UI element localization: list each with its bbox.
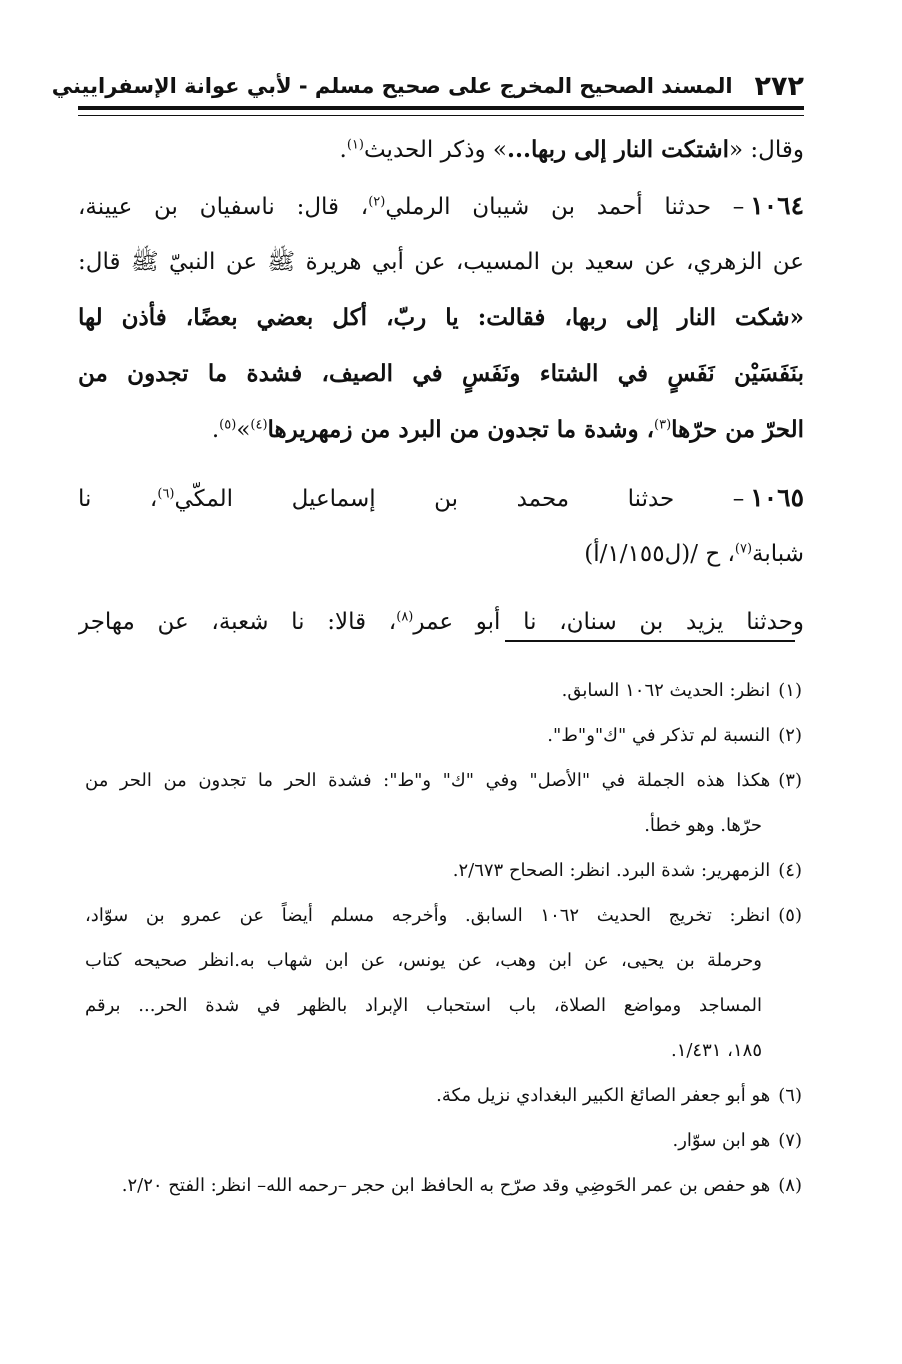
footnote-5-continued: ١٨٥، ١/٤٣١. — [670, 1040, 762, 1061]
text-line-2: ١٠٦٤– حدثنا أحمد بن شيبان الرملي$^{(٢)}$، قال: ناسفيان بن عيينة، — [78, 191, 804, 220]
text-line-3: عن الزهري، عن سعيد بن المسيب، عن أبي هريرة ﷺ عن النبيّ ﷺ قال: — [78, 249, 804, 275]
footnote-3-continued: حرّها. وهو خطأ. — [644, 815, 762, 836]
footnote-ref: (٢) — [368, 194, 386, 210]
footnote-ref: (٨) — [396, 609, 414, 625]
footnote-ref: (١) — [346, 137, 364, 153]
footnote-7: (٧)هو ابن سوّار. — [672, 1130, 802, 1151]
footnotes — [85, 668, 802, 1208]
page-header — [51, 66, 804, 106]
text-line-7: ١٠٦٥– حدثنا محمد بن إسماعيل المكّي$^{(٦)}$، نا — [78, 483, 804, 512]
header-rule-thick — [78, 106, 804, 110]
footnote-ref: (٧) — [734, 541, 753, 557]
footnote-4: (٤)الزمهرير: شدة البرد. انظر: الصحاح ٢/٦٧٣. — [452, 860, 802, 881]
text-line-4: «شكت النار إلى ربها، فقالت: يا ربّ، أكل بعضي بعضًا، فأذن لها — [78, 304, 804, 331]
page-number: ٢٧٢ — [754, 70, 804, 102]
text-line-9: وحدثنا يزيد بن سنان، نا أبو عمر$^{(٨)}$، قالا: نا شعبة، عن مهاجر — [78, 609, 804, 635]
footnote-1: (١)انظر: الحديث ١٠٦٢ السابق. — [561, 680, 802, 701]
footnote-3: (٣)هكذا هذه الجملة في "الأصل" وفي "ك" و"ط": فشدة الحر ما تجدون من الحر من — [85, 770, 802, 791]
footnote-8: (٨)هو حفص بن عمر الحَوضِي وقد صرّح به الحافظ ابن حجر –رحمه الله– انظر: الفتح ٢/٢٠. — [121, 1175, 802, 1196]
main-text — [78, 122, 804, 650]
running-title: المسند الصحيح المخرج على صحيح مسلم - لأبي عوانة الإسفراييني — [51, 74, 733, 98]
footnote-5-continued: المساجد ومواضع الصلاة، باب استحباب الإبراد بالظهر في شدة الحر... برقم — [85, 995, 762, 1016]
footnote-2: (٢)النسبة لم تذكر في "ك"و"ط". — [547, 725, 802, 746]
hadith-number: ١٠٦٥ — [750, 483, 804, 512]
text-line-8: شبابة$^{(٧)}$، ح /(ل١/١٥٥/أ) — [584, 541, 804, 567]
hadith-number: ١٠٦٤ — [750, 191, 804, 220]
footnote-ref: (٦) — [157, 486, 175, 502]
text-line-5: بنَفَسَيْن نَفَسٍ في الشتاء ونَفَسٍ في الصيف، فشدة ما تجدون من — [78, 360, 804, 387]
footnote-ref: (٤) — [250, 417, 268, 433]
footnote-ref: (٥) — [219, 417, 237, 433]
text-line-1: وقال: «اشتكت النار إلى ربها...» وذكر الحديث$^{(١)}$. — [339, 136, 804, 163]
footnote-separator — [505, 640, 795, 642]
header-rule-thin — [78, 115, 804, 116]
text-line-6: الحرّ من حرّها$^{(٣)}$، وشدة ما تجدون من البرد من زمهريرها$^{(٤)}$»$^{(٥)}$. — [211, 416, 804, 443]
footnote-ref: (٣) — [654, 417, 672, 433]
footnote-5-continued: وحرملة بن يحيى، عن ابن وهب، عن يونس، عن ابن شهاب به.انظر صحيحه كتاب — [85, 950, 762, 971]
footnote-5: (٥)انظر: تخريج الحديث ١٠٦٢ السابق. وأخرجه مسلم أيضاً عن عمرو بن سوّاد، — [85, 905, 802, 926]
footnote-6: (٦)هو أبو جعفر الصائغ الكبير البغدادي نزيل مكة. — [436, 1085, 802, 1106]
